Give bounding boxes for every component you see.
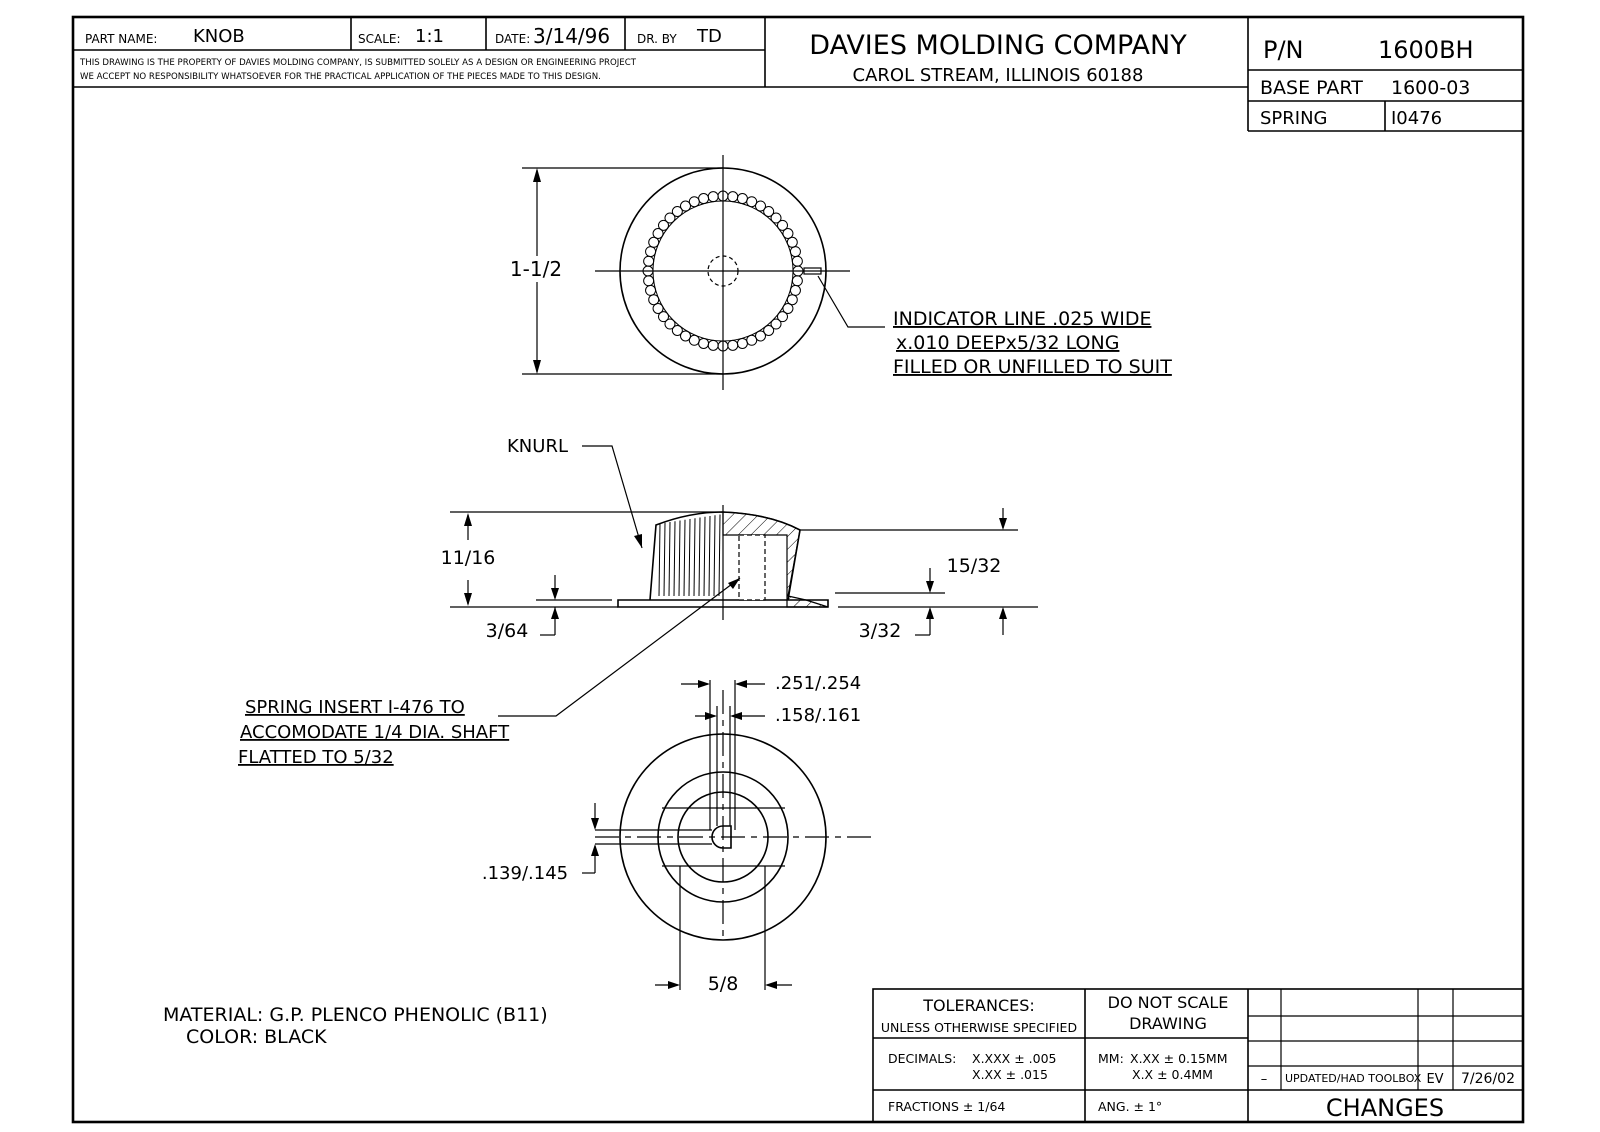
date-label: DATE: [495, 32, 531, 46]
spring-note-line1: SPRING INSERT I-476 TO [245, 697, 465, 718]
bottom-view [238, 578, 875, 995]
part-name-label: PART NAME: [85, 32, 158, 46]
spring-insert-cavity [739, 535, 765, 600]
flat-dimension: .158/.161 [775, 705, 862, 726]
knurl-scallop [728, 192, 738, 202]
pn-value: 1600BH [1378, 36, 1474, 64]
color-line: COLOR: BLACK [186, 1026, 327, 1048]
knurl-rib [679, 521, 680, 597]
property-notice-line1: THIS DRAWING IS THE PROPERTY OF DAVIES MOLDING COMPANY, IS SUBMITTED SOLELY AS A DESIGN OR ENGINEERING PROJECT [80, 58, 636, 68]
material-line: MATERIAL: G.P. PLENCO PHENOLIC (B11) [163, 1004, 548, 1026]
spring-label: SPRING [1260, 108, 1328, 129]
knurl-rib [684, 520, 685, 596]
knurl-lines [659, 515, 720, 597]
height-label: 11/16 [440, 547, 496, 569]
company-location: CAROL STREAM, ILLINOIS 60188 [852, 65, 1144, 86]
knurl-scallop [699, 338, 709, 348]
slot-dimension: .139/.145 [481, 863, 569, 884]
indicator-note-line3: FILLED OR UNFILLED TO SUIT [893, 356, 1172, 378]
company-name: DAVIES MOLDING COMPANY [809, 30, 1187, 61]
knurl-rib [674, 521, 675, 596]
mm-label: MM: [1098, 1051, 1124, 1066]
knurl-rib [719, 515, 720, 597]
knurl-scallop [728, 340, 738, 350]
knurl-rib [669, 522, 670, 596]
date-value: 3/14/96 [533, 24, 611, 48]
knurl-scallop [646, 247, 656, 257]
spring-note-line3: FLATTED TO 5/32 [238, 747, 394, 768]
knurl-scallop [708, 192, 718, 202]
knurl-scallop [792, 276, 802, 286]
base-part-label: BASE PART [1260, 77, 1363, 99]
knurl-rib [704, 517, 705, 596]
angle-tolerance: ANG. ± 1° [1098, 1099, 1163, 1114]
knurl-scallop [708, 340, 718, 350]
tolerances-subheading: UNLESS OTHERWISE SPECIFIED [880, 1020, 1078, 1035]
do-not-scale-line2: DRAWING [1129, 1014, 1207, 1033]
fractions-tolerance: FRACTIONS ± 1/64 [888, 1099, 1006, 1114]
side-view [441, 436, 1038, 642]
knurl-leader [582, 446, 642, 548]
skirt-label: 3/32 [858, 620, 902, 642]
drawn-by-label: DR. BY [637, 32, 677, 46]
change-description: UPDATED/HAD TOOLBOX [1285, 1072, 1422, 1085]
knurl-rib [689, 519, 690, 596]
spring-insert-leader [498, 578, 740, 716]
indicator-note-line2: x.010 DEEPx5/32 LONG [896, 332, 1120, 354]
knurl-scallop [790, 285, 800, 295]
change-rev: – [1260, 1072, 1268, 1087]
cap-height-label: 15/32 [946, 555, 1002, 577]
decimals-xx: X.XX ± .015 [972, 1067, 1048, 1082]
knurl-rib [694, 518, 695, 596]
spring-value: I0476 [1391, 108, 1443, 129]
base-part-value: 1600-03 [1391, 77, 1471, 99]
diameter-label: 1-1/2 [509, 257, 563, 281]
indicator-note-line1: INDICATOR LINE .025 WIDE [893, 308, 1152, 330]
mm-xx: X.XX ± 0.15MM [1130, 1051, 1228, 1066]
knurl-label: KNURL [507, 436, 568, 457]
knurl-scallop [792, 256, 802, 266]
mm-x: X.X ± 0.4MM [1132, 1067, 1213, 1082]
bore-dimension: .251/.254 [775, 673, 862, 694]
knurl-scallop [646, 285, 656, 295]
knurl-scallop [737, 338, 747, 348]
knurl-scallop [644, 256, 654, 266]
decimals-label: DECIMALS: [888, 1051, 957, 1066]
scale-value: 1:1 [415, 26, 444, 47]
knurl-rib [709, 516, 710, 596]
spring-note-line2: ACCOMODATE 1/4 DIA. SHAFT [240, 722, 510, 743]
drawn-by-value: TD [697, 26, 722, 47]
title-block [73, 17, 1523, 131]
change-date: 7/26/02 [1461, 1071, 1515, 1087]
top-view [500, 155, 1172, 390]
decimals-xxx: X.XXX ± .005 [972, 1051, 1057, 1066]
knurl-rib [664, 523, 665, 596]
knurl-rib [659, 524, 660, 597]
knurl-rib [699, 518, 700, 597]
indicator-leader [818, 276, 885, 327]
knurl-scallop [790, 247, 800, 257]
change-by: EV [1426, 1072, 1444, 1087]
changes-block [1248, 989, 1523, 1122]
tolerances-heading: TOLERANCES: [923, 996, 1035, 1015]
scale-label: SCALE: [358, 32, 401, 46]
knurl-rib [714, 515, 715, 596]
flange-label: 3/64 [485, 620, 529, 642]
knurl-scallop [737, 194, 747, 204]
part-name: KNOB [193, 26, 245, 47]
pn-label: P/N [1263, 36, 1304, 64]
changes-heading: CHANGES [1325, 1094, 1445, 1122]
knurl-scallop [644, 276, 654, 286]
knurl-scallop [699, 194, 709, 204]
property-notice-line2: WE ACCEPT NO RESPONSIBILITY WHATSOEVER FOR THE PRACTICAL APPLICATION OF THE PIECES MADE TO THIS DESIGN. [80, 72, 601, 82]
boss-dimension: 5/8 [707, 973, 739, 995]
do-not-scale-line1: DO NOT SCALE [1107, 993, 1229, 1012]
sheet-border [73, 17, 1523, 1122]
